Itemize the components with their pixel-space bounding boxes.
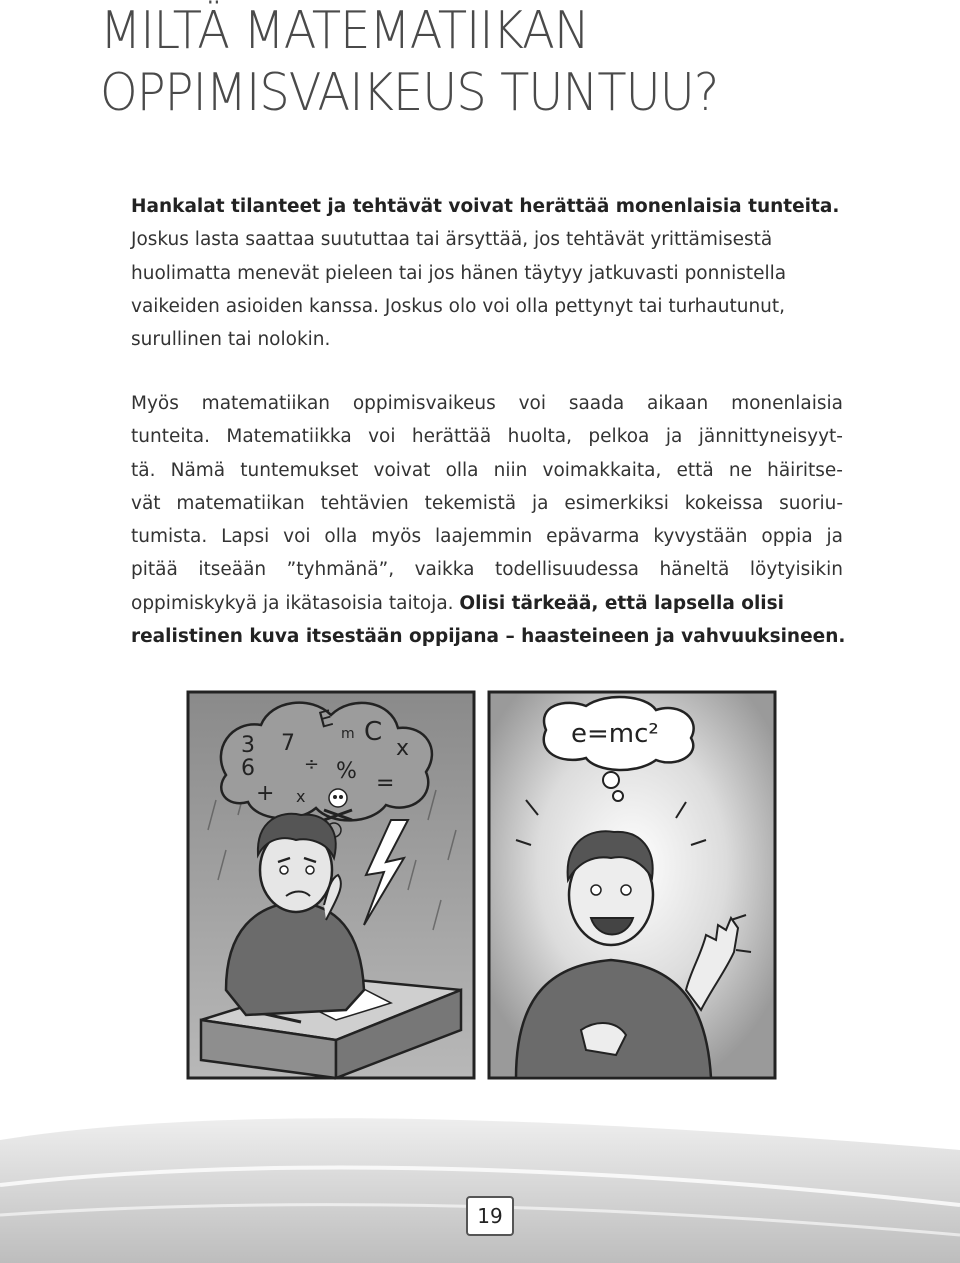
page-title	[100, 0, 799, 124]
intro-line: vaikeiden asioiden kanssa. Joskus olo voi olla pettynyt tai turhautunut,	[131, 295, 786, 317]
symbol-plus: +	[256, 781, 275, 806]
body-paragraph	[131, 387, 846, 653]
symbol-m: m	[341, 726, 355, 742]
intro-line: Joskus lasta saattaa suututtaa tai ärsyttää, jos tehtävät yrittämisestä	[131, 229, 773, 251]
symbol-E: E	[316, 706, 336, 734]
intro-lead: Hankalat tilanteet ja tehtävät voivat herättää monenlaisia tunteita.	[131, 196, 840, 217]
symbol-7: 7	[281, 731, 295, 756]
intro-line: huolimatta menevät pieleen tai jos hänen täytyy jatkuvasti ponnistella	[131, 262, 787, 284]
symbol-6: 6	[241, 756, 255, 781]
right-panel-happy	[489, 692, 775, 1078]
symbol-equals: =	[376, 771, 395, 796]
symbol-C: C	[364, 717, 383, 747]
intro-line: surullinen tai nolokin.	[131, 329, 331, 351]
footer-decoration	[0, 1110, 960, 1263]
symbol-3: 3	[241, 733, 255, 758]
intro-paragraph	[131, 190, 843, 356]
comic-illustration	[186, 690, 777, 1080]
body-line: tä. Nämä tuntemukset voivat olla niin voimakkaita, että ne häiritse-	[131, 459, 843, 481]
title-line-1: MILTÄ MATEMATIIKAN	[100, 1, 589, 61]
body-line: vät matematiikan tehtävien tekemistä ja esimerkiksi kokeissa suoriu-	[131, 492, 843, 514]
symbol-x-small: x	[296, 787, 306, 806]
symbol-x: x	[396, 736, 410, 761]
body-line: Myös matematiikan oppimisvaikeus voi saada aikaan monenlaisia	[131, 393, 843, 414]
equation-text: e=mc²	[571, 719, 659, 749]
symbol-percent: %	[336, 759, 357, 784]
symbol-divide: ÷	[304, 754, 320, 775]
body-line-mixed	[131, 587, 843, 620]
page-number: 19	[466, 1196, 514, 1236]
emphasis-line: realistinen kuva itsestään oppijana – haasteineen ja vahvuuksineen.	[131, 626, 846, 648]
body-text: oppimiskykyä ja ikätasoisia taitoja.	[131, 592, 460, 614]
body-line: pitää itseään ”tyhmänä”, vaikka todellisuudessa häneltä löytyisikin	[131, 559, 843, 581]
body-line: tumista. Lapsi voi olla myös laajemmin epävarma kyvystään oppia ja	[131, 526, 843, 548]
emphasis-text: Olisi tärkeää, että lapsella olisi	[459, 592, 785, 614]
body-line: tunteita. Matematiikka voi herättää huolta, pelkoa ja jännittyneisyyt-	[131, 426, 843, 448]
title-line-2: OPPIMISVAIKEUS TUNTUU?	[100, 63, 719, 123]
left-panel-worried	[188, 692, 474, 1078]
